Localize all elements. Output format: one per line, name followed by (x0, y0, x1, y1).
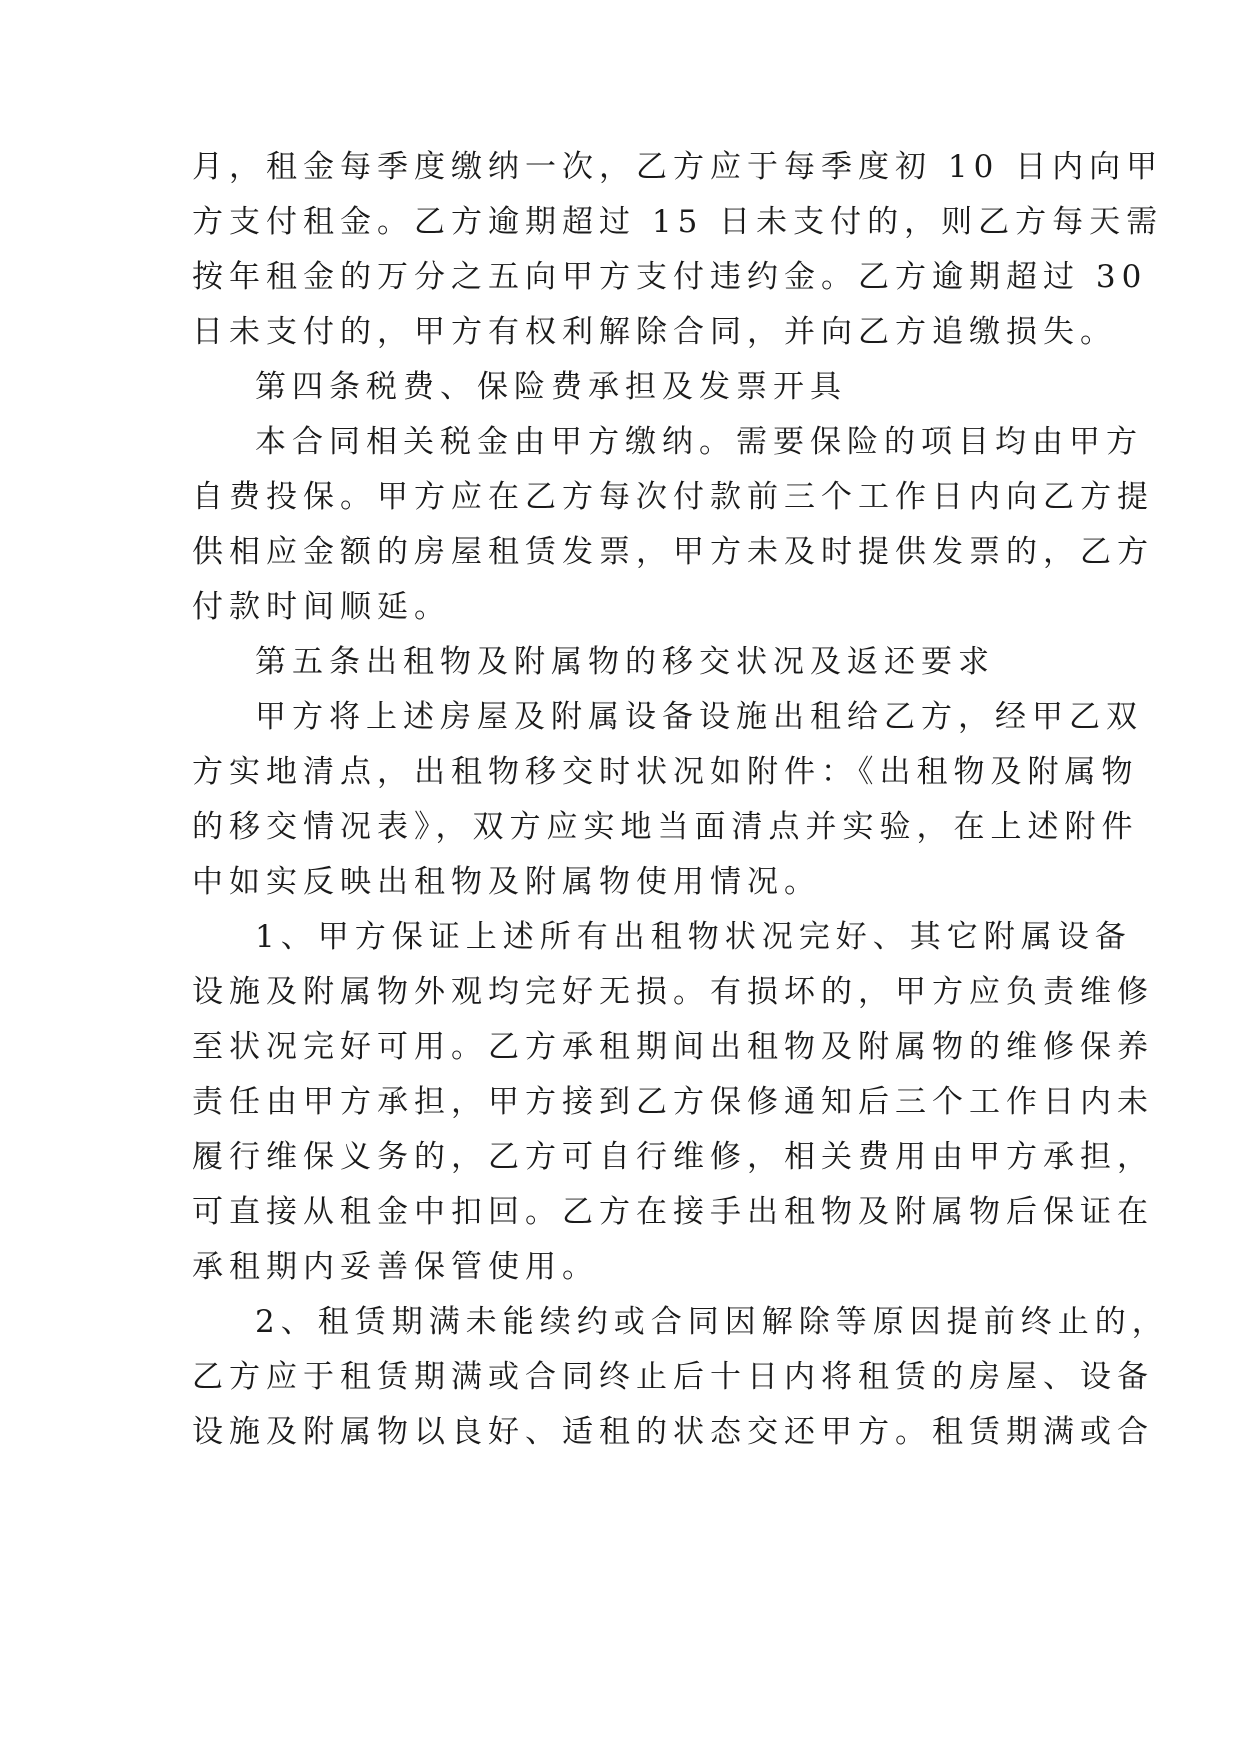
text-line: 履行维保义务的，乙方可自行维修，相关费用由甲方承担， (192, 1139, 1154, 1175)
text-line: 付款时间顺延。 (192, 589, 451, 625)
text-line: 责任由甲方承担，甲方接到乙方保修通知后三个工作日内未 (192, 1084, 1154, 1120)
text-line: 供相应金额的房屋租赁发票，甲方未及时提供发票的，乙方 (192, 534, 1154, 570)
text-line: 甲方将上述房屋及附属设备设施出租给乙方，经甲乙双 (255, 699, 1143, 735)
text-line: 承租期内妥善保管使用。 (192, 1249, 599, 1285)
text-line: 本合同相关税金由甲方缴纳。需要保险的项目均由甲方 (255, 424, 1143, 460)
section-heading: 第四条税费、保险费承担及发票开具 (255, 369, 847, 405)
text-line: 设施及附属物外观均完好无损。有损坏的，甲方应负责维修 (192, 974, 1154, 1010)
text-line: 按年租金的万分之五向甲方支付违约金。乙方逾期超过 30 (192, 259, 1148, 295)
text-line: 1、甲方保证上述所有出租物状况完好、其它附属设备 (255, 919, 1132, 955)
text-line: 月，租金每季度缴纳一次，乙方应于每季度初 10 日内向甲 (192, 149, 1164, 185)
text-line: 的移交情况表》，双方应实地当面清点并实验，在上述附件 (192, 809, 1139, 845)
text-line: 中如实反映出租物及附属物使用情况。 (192, 864, 821, 900)
text-line: 至状况完好可用。乙方承租期间出租物及附属物的维修保养 (192, 1029, 1154, 1065)
text-line: 2、租赁期满未能续约或合同因解除等原因提前终止的， (255, 1304, 1169, 1340)
text-line: 设施及附属物以良好、适租的状态交还甲方。租赁期满或合 (192, 1414, 1154, 1450)
text-line: 乙方应于租赁期满或合同终止后十日内将租赁的房屋、设备 (192, 1359, 1154, 1395)
text-line: 日未支付的，甲方有权利解除合同，并向乙方追缴损失。 (192, 314, 1117, 350)
text-line: 方支付租金。乙方逾期超过 15 日未支付的，则乙方每天需 (192, 204, 1164, 240)
text-line: 可直接从租金中扣回。乙方在接手出租物及附属物后保证在 (192, 1194, 1154, 1230)
section-heading: 第五条出租物及附属物的移交状况及返还要求 (255, 644, 995, 680)
text-line: 自费投保。甲方应在乙方每次付款前三个工作日内向乙方提 (192, 479, 1154, 515)
text-line: 方实地清点，出租物移交时状况如附件：《出租物及附属物 (192, 754, 1139, 790)
